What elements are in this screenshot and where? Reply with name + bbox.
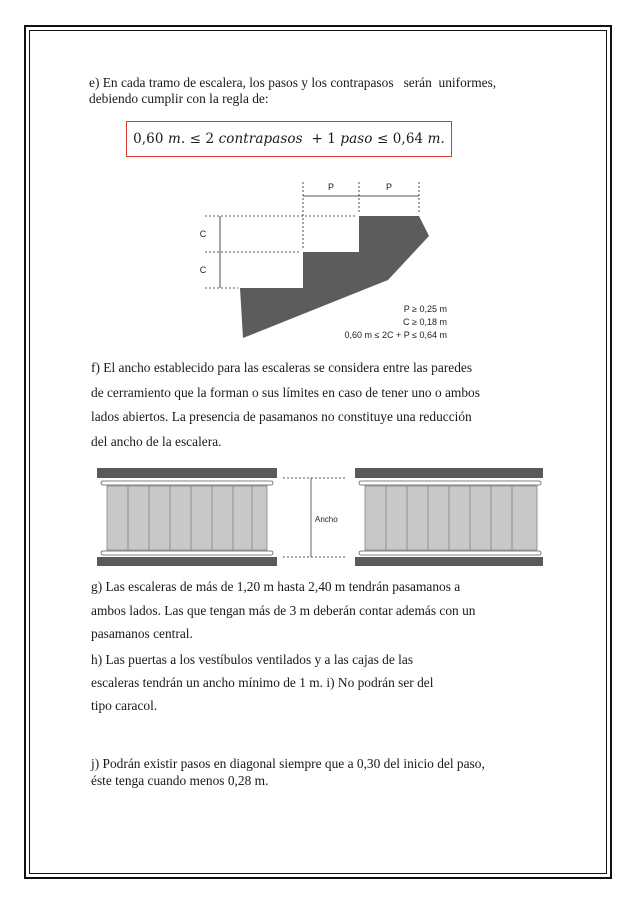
- rule-p: P ≥ 0,25 m: [403, 304, 447, 314]
- paragraph-f: [91, 356, 561, 454]
- formula-part-a: 0,60: [133, 131, 164, 147]
- right-treads: [365, 486, 537, 550]
- width-label: Ancho: [315, 515, 338, 524]
- left-treads: [107, 486, 267, 550]
- stairs-profile: [240, 216, 429, 338]
- right-bottom-wall: [355, 557, 543, 566]
- right-bottom-handrail: [359, 551, 541, 555]
- stairs-section-figure: [185, 176, 465, 346]
- label-p-2: P: [385, 182, 393, 192]
- formula-part-e: + 1: [311, 131, 336, 147]
- right-top-wall: [355, 468, 543, 478]
- paragraph-f-line-3: lados abiertos. La presencia de pasamanos no constituye una reducción: [91, 409, 472, 424]
- formula-part-f: paso: [340, 131, 373, 147]
- right-top-handrail: [359, 481, 541, 485]
- paragraph-h-line-1: h) Las puertas a los vestíbulos ventilados y a las cajas de las: [91, 652, 414, 667]
- paragraph-e-line-1: e) En cada tramo de escalera, los pasos y los contrapasos serán uniformes,: [89, 75, 497, 90]
- rule-combined: 0,60 m ≤ 2C + P ≤ 0,64 m: [344, 330, 447, 340]
- left-bottom-handrail: [101, 551, 273, 555]
- paragraph-j-line-1: j) Podrán existir pasos en diagonal siempre que a 0,30 del inicio del paso,: [91, 756, 485, 771]
- paragraph-g-line-1: g) Las escaleras de más de 1,20 m hasta 2,40 m tendrán pasamanos a: [91, 579, 461, 594]
- formula-part-g: ≤ 0,64: [376, 131, 424, 147]
- paragraph-f-line-2: de cerramiento que la forman o sus límites en caso de tener uno o ambos: [91, 384, 480, 400]
- formula-box: [126, 121, 452, 157]
- left-top-handrail: [101, 481, 273, 485]
- paragraph-j-line-2: éste tenga cuando menos 0,28 m.: [91, 773, 269, 788]
- left-bottom-wall: [97, 557, 277, 566]
- left-stair-plan: [97, 468, 277, 566]
- paragraph-f-line-4: del ancho de la escalera.: [91, 433, 222, 449]
- left-top-wall: [97, 468, 277, 478]
- stairs-plan-figure: [97, 464, 545, 566]
- paragraph-h-line-2: escaleras tendrán un ancho mínimo de 1 m. i) No podrán ser del: [91, 675, 434, 690]
- label-c-2: C: [199, 265, 207, 275]
- paragraph-g: [91, 575, 561, 646]
- rule-c: C ≥ 0,18 m: [403, 317, 447, 327]
- paragraph-h: [91, 648, 561, 717]
- paragraph-g-line-2: ambos lados. Las que tengan más de 3 m deberán contar además con un: [91, 602, 476, 618]
- right-stair-plan: [355, 468, 543, 566]
- paragraph-j: [91, 755, 561, 789]
- paragraph-f-line-1: f) El ancho establecido para las escaleras se considera entre las paredes: [91, 360, 473, 375]
- paragraph-e: [89, 75, 559, 107]
- label-p-1: P: [327, 182, 335, 192]
- formula-part-d: contrapasos: [218, 131, 303, 147]
- formula-part-c: ≤ 2: [189, 131, 215, 147]
- paragraph-e-line-2: debiendo cumplir con la regla de:: [89, 91, 269, 106]
- paragraph-g-line-3: pasamanos central.: [91, 626, 193, 641]
- formula-part-h: m.: [427, 131, 445, 147]
- paragraph-h-line-3: tipo caracol.: [91, 698, 158, 713]
- formula-part-b: m.: [167, 131, 186, 147]
- label-c-1: C: [199, 229, 207, 239]
